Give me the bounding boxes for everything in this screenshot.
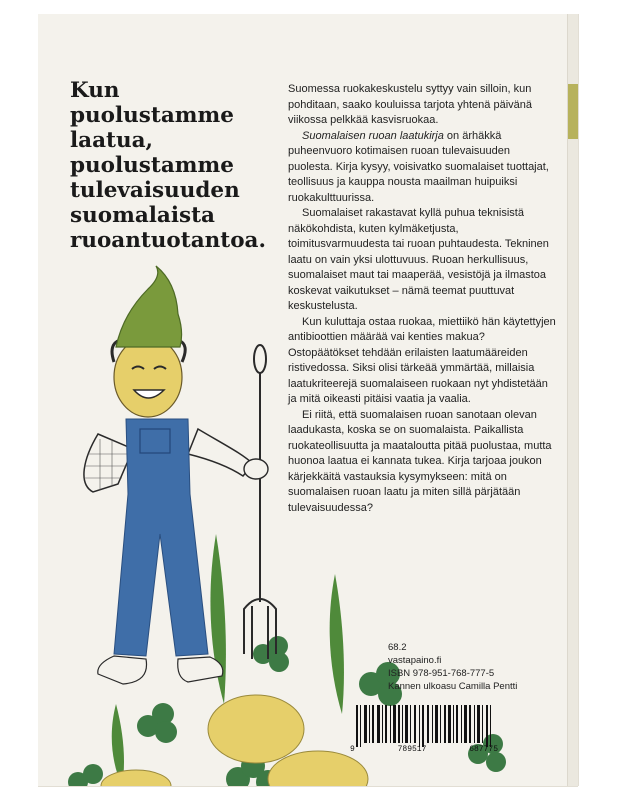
cover-credit: Kannen ulkoasu Camilla Pentti xyxy=(388,681,518,692)
blurb-paragraph-5: Ei riitä, että suomalaisen ruoan sanotaan olevan laadukasta, koska se on suomalaista. Paikallista ruokateollisuutta ja maataloutta pitää puolustaa, mutta huonoa laatua ei kannata tukea. Kirja tarjoaa joukon kärjekkäitä vastauksia kysymykseen: mitä on suomalaisen ruoan laatu ja miten sillä pärjätään tulevaisuudessa? xyxy=(288,408,552,514)
publisher-website: vastapaino.fi xyxy=(388,655,442,666)
green-cap-icon xyxy=(116,266,182,347)
barcode-digit-lead: 9 xyxy=(350,745,355,754)
isbn-text: ISBN 978-951-768-777-5 xyxy=(388,668,495,679)
cover-headline: Kun puolustamme laatua, puolustamme tulevaisuuden suomalaista ruoantuotantoa. xyxy=(70,78,266,253)
barcode-digits-right: 687775 xyxy=(469,745,498,754)
classification-code: 68.2 xyxy=(388,642,407,653)
blurb-paragraph-1: Suomessa ruokakeskustelu syttyy vain silloin, kun pohditaan, saako kouluissa tarjota yhtenä päivänä viikossa pelkkää kasvisruokaa. xyxy=(288,83,533,126)
bare-feet-icon xyxy=(98,656,223,684)
colophon xyxy=(388,641,568,693)
bib-pocket-icon xyxy=(140,429,170,453)
blurb-paragraph-4: Kun kuluttaja ostaa ruokaa, miettiikö hän käytettyjen antibioottien määrää vai kenties makua? Ostopäätökset tehdään erilaisten laatumääreiden ristivedossa. Siksi olisi tärkeää ymmärtää, millaisia laatukriteerejä suomalaiseen ruokaan nyt yhdistetään ja mitä oikeasti pitäisi vaatia ja vaalia. xyxy=(288,315,556,405)
farmer-face-icon xyxy=(114,337,182,417)
barcode-digits-left: 789517 xyxy=(397,745,427,754)
pitchfork-icon xyxy=(244,345,276,659)
barcode-bars-icon xyxy=(356,705,491,747)
blurb-paragraph-2: Suomalaisen ruoan laatukirja on ärhäkkä puheenvuoro kotimaisen ruoan tulevaisuuden puolesta. Kirja kysyy, voisivatko suomalaiset tuottajat, teollisuus ja kauppa nousta maailman huipuiksi ruokakulttuurissa. xyxy=(288,129,549,204)
blurb-paragraph-3: Suomalaiset rakastavat kyllä puhua teknisistä näkökohdista, kuten kylmäketjusta, toimitusvarmuudesta tai ruoan puhtaudesta. Tekninen laatu on vain yksi ulottuvuus. Ruoan herkullisuus, suomalaiset maut tai maaperää, vesistöjä ja ilmastoa koskevat vaikutukset – nämä teemat puuttuvat keskustelusta. xyxy=(288,207,549,312)
book-title-italic: Suomalaisen ruoan laatukirja xyxy=(302,129,444,142)
book-back-cover xyxy=(38,14,578,786)
barcode-digits xyxy=(350,745,498,754)
hand-icon xyxy=(244,459,268,479)
